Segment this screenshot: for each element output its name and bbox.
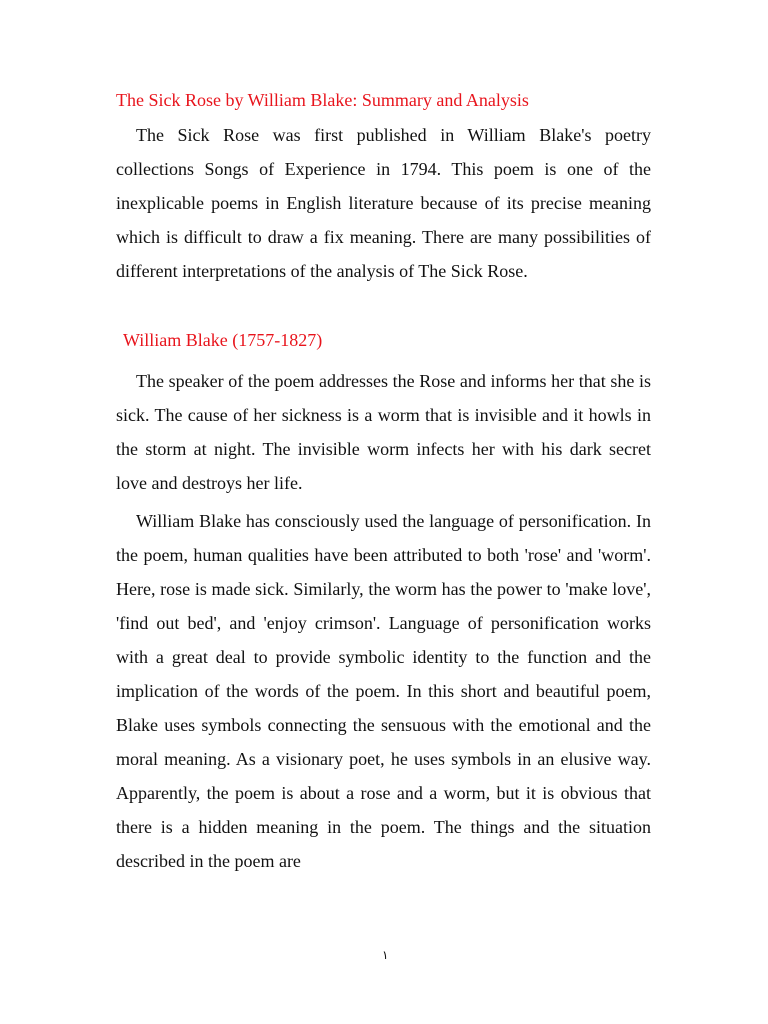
- paragraph-intro: The Sick Rose was first published in William Blake's poetry collections Songs of Experience in 1794. This poem is one of the inexplicable poems in English literature because of its precise meaning which is difficult to draw a fix meaning. There are many possibilities of different interpretations of the analysis of The Sick Rose.: [116, 125, 651, 281]
- document-body: [116, 86, 651, 882]
- document-title: The Sick Rose by William Blake: Summary and Analysis: [116, 90, 529, 110]
- paragraph-analysis: William Blake has consciously used the language of personification. In the poem, human qualities have been attributed to both 'rose' and 'worm'. Here, rose is made sick. Similarly, the worm has the power to 'make love', 'find out bed', and 'enjoy crimson'. Language of personification works with a great deal to provide symbolic identity to the function and the implication of the words of the poem. In this short and beautiful poem, Blake uses symbols connecting the sensuous with the emotional and the moral meaning. As a visionary poet, he uses symbols in an elusive way. Apparently, the poem is about a rose and a worm, but it is obvious that there is a hidden meaning in the poem. The things and the situation described in the poem are: [116, 511, 651, 871]
- page-number: ١: [382, 948, 389, 962]
- paragraph-summary: The speaker of the poem addresses the Rose and informs her that she is sick. The cause of her sickness is a worm that is invisible and it howls in the storm at night. The invisible worm infects her with his dark secret love and destroys her life.: [116, 371, 651, 493]
- section-heading: William Blake (1757-1827): [123, 330, 323, 350]
